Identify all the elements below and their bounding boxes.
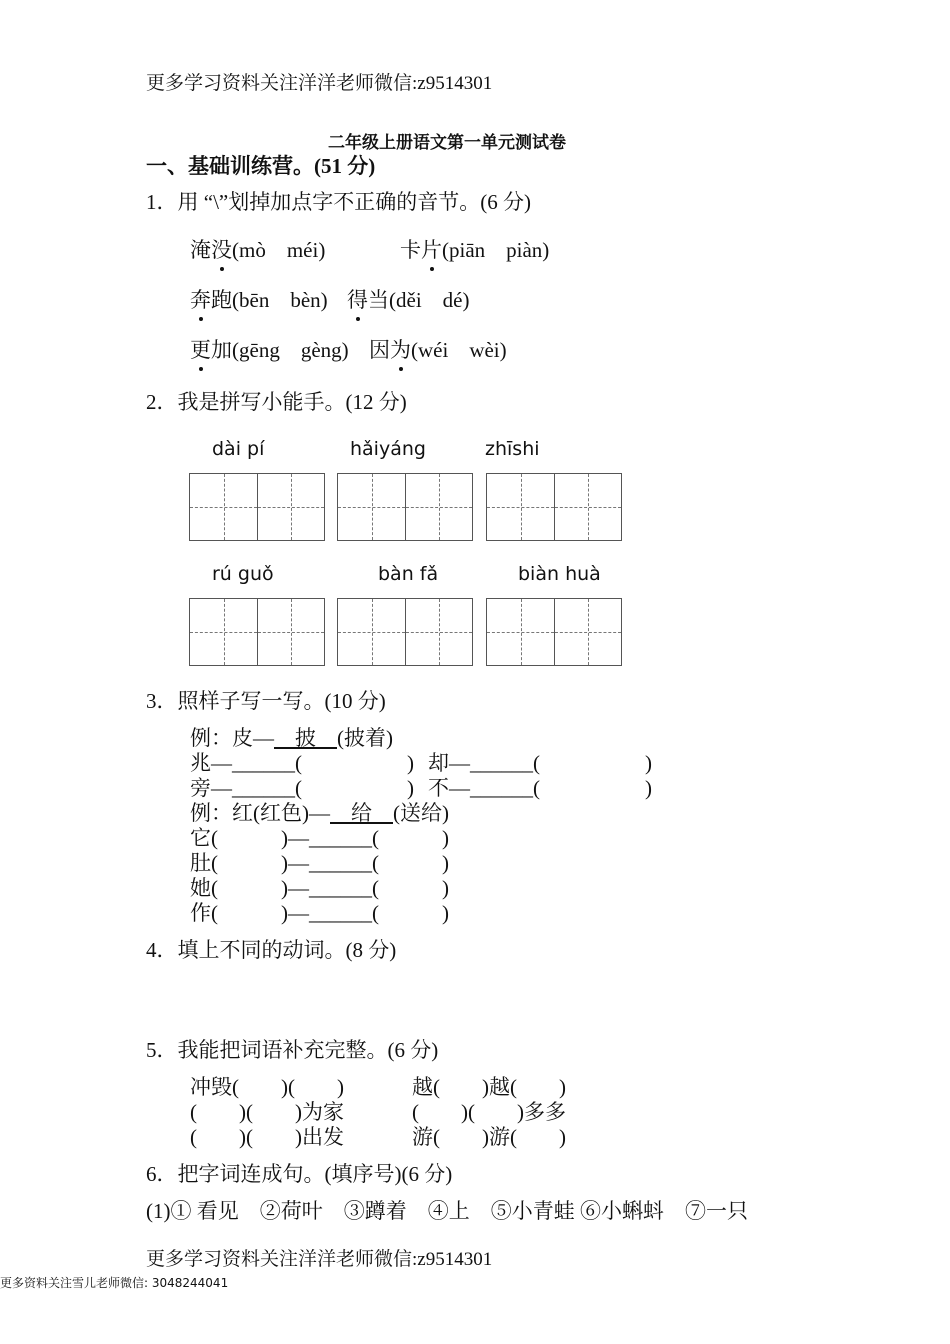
writing-grid[interactable] bbox=[337, 598, 473, 666]
q3-blank[interactable]: 它( )—______( ) bbox=[190, 826, 449, 850]
q3-blank[interactable]: 旁—______( ) bbox=[190, 776, 414, 800]
footer-note: 更多学习资料关注洋洋老师微信:z9514301 bbox=[146, 1249, 493, 1270]
question-4-prompt: 4．填上不同的动词。(8 分) bbox=[146, 938, 397, 962]
pinyin-label: zhīshi bbox=[485, 438, 540, 460]
q1-pinyin-options: (piān piàn) bbox=[442, 238, 550, 262]
pinyin-label: hǎiyáng bbox=[350, 438, 426, 460]
q1-item bbox=[190, 234, 325, 264]
q1-item bbox=[190, 334, 349, 364]
q1-pinyin-options: 跑(bēn bèn) bbox=[211, 288, 328, 312]
pinyin-label: rú guǒ bbox=[212, 563, 274, 585]
q3-blank[interactable]: 兆—______( ) bbox=[190, 751, 414, 775]
q1-dotted-char: 得 bbox=[347, 284, 368, 314]
footer-watermark-note: 更多资料关注雪儿老师微信: 3048244041 bbox=[0, 1276, 229, 1290]
q1-item-text: 因 bbox=[369, 338, 390, 362]
q1-pinyin-options: 加(gēng gèng) bbox=[211, 338, 349, 362]
question-6-prompt: 6．把字词连成句。(填序号)(6 分) bbox=[146, 1162, 453, 1186]
q1-item bbox=[190, 284, 328, 314]
example-answer: 披 bbox=[274, 726, 337, 750]
q1-dotted-char: 奔 bbox=[190, 284, 211, 314]
question-3-prompt: 3．照样子写一写。(10 分) bbox=[146, 689, 386, 713]
q3-blank[interactable]: 作( )—______( ) bbox=[190, 901, 449, 925]
writing-grid[interactable] bbox=[486, 598, 622, 666]
q1-pinyin-options: (mò méi) bbox=[232, 238, 326, 262]
writing-grid[interactable] bbox=[189, 473, 325, 541]
q1-item-text: 卡 bbox=[400, 238, 421, 262]
q5-blank[interactable]: 冲毁( )( ) bbox=[190, 1075, 344, 1099]
q3-blank[interactable]: 却—______( ) bbox=[428, 751, 652, 775]
q1-pinyin-options: 当(děi dé) bbox=[368, 288, 470, 312]
pinyin-label: bàn fǎ bbox=[378, 563, 439, 585]
q1-dotted-char: 更 bbox=[190, 334, 211, 364]
q5-blank[interactable]: 游( )游( ) bbox=[412, 1125, 566, 1149]
example-text: (披着) bbox=[337, 726, 393, 750]
pinyin-label: biàn huà bbox=[518, 563, 601, 585]
page-title: 二年级上册语文第一单元测试卷 bbox=[328, 133, 566, 152]
pinyin-label: dài pí bbox=[212, 438, 265, 460]
example-text: 例：皮— bbox=[190, 726, 274, 750]
question-5-prompt: 5．我能把词语补充完整。(6 分) bbox=[146, 1038, 439, 1062]
question-1-prompt: 1．用 “\”划掉加点字不正确的音节。(6 分) bbox=[146, 190, 531, 214]
q1-item bbox=[369, 334, 507, 364]
q5-blank[interactable]: ( )( )多多 bbox=[412, 1100, 566, 1124]
example-text: 例：红(红色)— bbox=[190, 801, 330, 825]
writing-grid[interactable] bbox=[189, 598, 325, 666]
header-note: 更多学习资料关注洋洋老师微信:z9514301 bbox=[146, 73, 493, 94]
q5-blank[interactable]: ( )( )为家 bbox=[190, 1100, 344, 1124]
example-answer: 给 bbox=[330, 801, 393, 825]
writing-grid[interactable] bbox=[337, 473, 473, 541]
q5-blank[interactable]: ( )( )出发 bbox=[190, 1125, 344, 1149]
question-2-prompt: 2．我是拼写小能手。(12 分) bbox=[146, 390, 407, 414]
q1-dotted-char: 为 bbox=[390, 334, 411, 364]
example-text: (送给) bbox=[393, 801, 449, 825]
q3-blank[interactable]: 肚( )—______( ) bbox=[190, 851, 449, 875]
q1-item-text: 淹 bbox=[190, 238, 211, 262]
writing-grid[interactable] bbox=[486, 473, 622, 541]
q1-item bbox=[347, 284, 469, 314]
q5-blank[interactable]: 越( )越( ) bbox=[412, 1075, 566, 1099]
section-heading: 一、基础训练营。(51 分) bbox=[146, 154, 376, 178]
q1-item bbox=[400, 234, 549, 264]
q3-blank[interactable]: 不—______( ) bbox=[428, 776, 652, 800]
q3-blank[interactable]: 她( )—______( ) bbox=[190, 876, 449, 900]
q6-item-1: (1)① 看见 ②荷叶 ③蹲着 ④上 ⑤小青蛙 ⑥小蝌蚪 ⑦一只 bbox=[146, 1199, 748, 1223]
q1-pinyin-options: (wéi wèi) bbox=[411, 338, 507, 362]
q1-dotted-char: 没 bbox=[211, 234, 232, 264]
q1-dotted-char: 片 bbox=[421, 234, 442, 264]
